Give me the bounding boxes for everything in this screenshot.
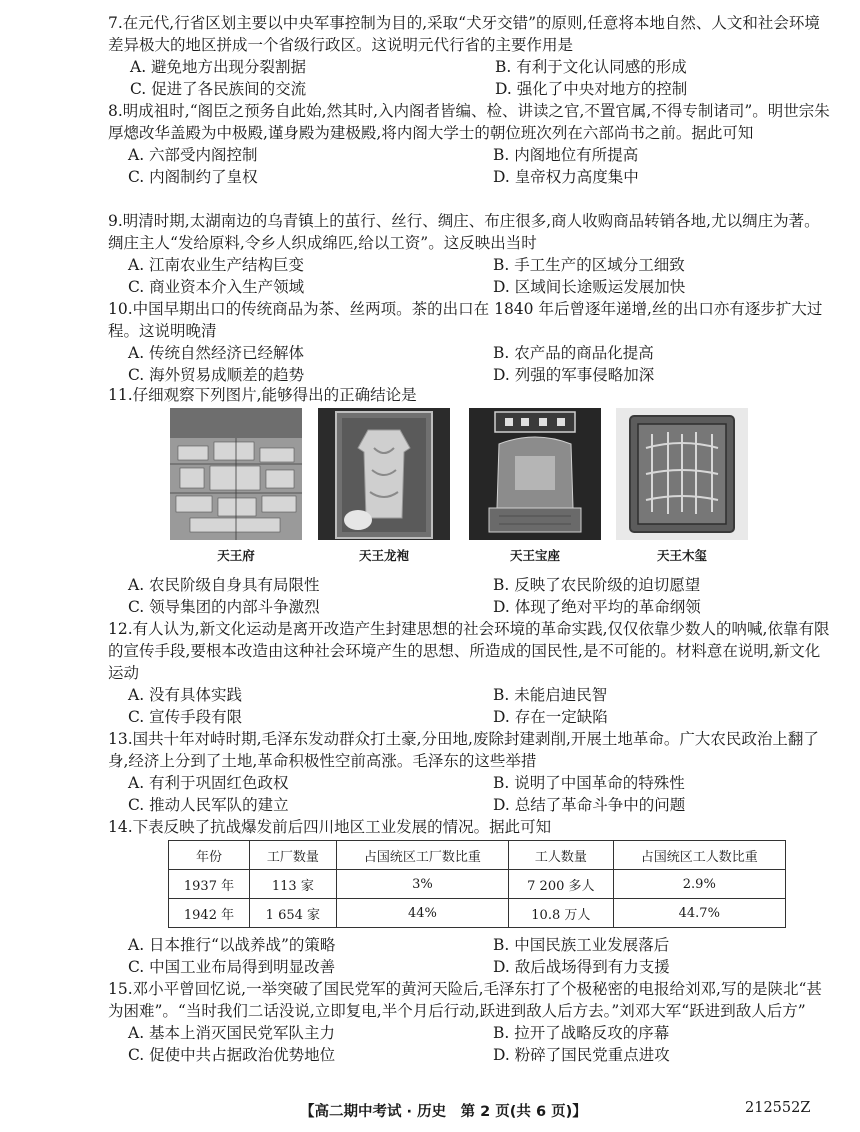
- question-text: 下表反映了抗战爆发前后四川地区工业发展的情况。据此可知: [132, 818, 552, 836]
- option-d: D. 总结了革命斗争中的问题: [493, 796, 686, 814]
- table-cell: 44%: [336, 899, 508, 928]
- question-text: 明清时期,太湖南边的乌青镇上的茧行、丝行、绸庄、布庄很多,商人收购商品转销各地,尤以绸庄为著。绸庄主人“发给原料,令乡人织成绵匹,给以工资”。这反映出当时: [108, 212, 820, 252]
- option-c: C. 中国工业布局得到明显改善: [128, 958, 336, 976]
- picture-muxi: [616, 408, 748, 566]
- question-7: [110, 12, 834, 100]
- option-b: B. 反映了农民阶级的迫切愿望: [493, 576, 701, 594]
- option-b: B. 农产品的商品化提高: [493, 344, 654, 362]
- table-header: 占国统区工厂数比重: [336, 841, 508, 870]
- table-header: 年份: [169, 841, 250, 870]
- table-cell: 1942 年: [169, 899, 250, 928]
- question-13: [108, 728, 832, 816]
- wooden-seal-image: [616, 408, 748, 540]
- question-number: 9.: [108, 212, 123, 230]
- option-d: D. 存在一定缺陷: [493, 708, 608, 726]
- picture-caption: 天王龙袍: [358, 548, 409, 563]
- option-c: C. 领导集团的内部斗争激烈: [128, 598, 320, 616]
- question-text: 明成祖时,“阁臣之预务自此始,然其时,入内阁者皆编、检、讲读之官,不置官属,不得专制诸司”。明世宗朱厚熜改华盖殿为中极殿,谨身殿为建极殿,将内阁大学士的朝位班次列在六部尚书之前。据此可知: [108, 102, 830, 142]
- throne-image: [469, 408, 601, 540]
- palace-model-image: [170, 408, 302, 540]
- question-number: 10.: [108, 300, 133, 318]
- table-header-row: [169, 841, 786, 870]
- option-c: C. 内阁制约了皇权: [128, 168, 258, 186]
- option-a: A. 江南农业生产结构巨变: [128, 256, 305, 274]
- option-a: A. 农民阶级自身具有局限性: [128, 576, 320, 594]
- options: [108, 772, 832, 816]
- question-10: [108, 298, 832, 386]
- question-number: 7.: [108, 14, 123, 32]
- table-cell: 3%: [336, 870, 508, 899]
- question-stem: [108, 384, 832, 406]
- option-b: B. 拉开了战略反攻的序幕: [493, 1024, 670, 1042]
- option-a: A. 六部受内阁控制: [128, 146, 258, 164]
- table-row: [169, 899, 786, 928]
- option-a: A. 传统自然经济已经解体: [128, 344, 305, 362]
- table-header: 占国统区工人数比重: [613, 841, 785, 870]
- question-stem: [108, 618, 832, 684]
- question-11: [108, 384, 832, 406]
- table-cell: 1937 年: [169, 870, 250, 899]
- question-9: [108, 210, 832, 298]
- question-text: 仔细观察下列图片,能够得出的正确结论是: [132, 386, 417, 404]
- table-row: [169, 870, 786, 899]
- option-a: A. 没有具体实践: [128, 686, 243, 704]
- question-12: [108, 618, 832, 728]
- question-14-options: [108, 934, 832, 978]
- option-b: B. 中国民族工业发展落后: [493, 936, 670, 954]
- question-stem: [108, 978, 832, 1022]
- question-text: 中国早期出口的传统商品为茶、丝两项。茶的出口在 1840 年后曾逐年递增,丝的出口亦有逐步扩大过程。这说明晚清: [108, 300, 823, 340]
- options: [108, 934, 832, 978]
- question-8: [108, 100, 832, 188]
- question-number: 14.: [108, 818, 133, 836]
- option-a: A. 避免地方出现分裂割据: [130, 58, 307, 76]
- question-15: [108, 978, 832, 1066]
- question-number: 13.: [108, 730, 133, 748]
- table-header: 工厂数量: [250, 841, 337, 870]
- options: [108, 254, 832, 298]
- picture-row: [170, 408, 755, 566]
- option-b: B. 未能启迪民智: [493, 686, 608, 704]
- footer-code: 212552Z: [745, 1100, 811, 1116]
- option-d: D. 皇帝权力高度集中: [493, 168, 639, 186]
- picture-caption: 天王府: [217, 548, 255, 563]
- picture-baozuo: [469, 408, 601, 566]
- option-d: D. 敌后战场得到有力支援: [493, 958, 670, 976]
- question-stem: [108, 12, 834, 56]
- options: [108, 144, 832, 188]
- question-stem: [108, 100, 832, 144]
- table-cell: 2.9%: [613, 870, 785, 899]
- question-stem: [108, 728, 832, 772]
- option-c: C. 海外贸易成顺差的趋势: [128, 366, 305, 384]
- options: [108, 684, 832, 728]
- industry-table: [168, 840, 786, 928]
- question-stem: [108, 816, 832, 838]
- question-11-options: [108, 574, 832, 618]
- option-c: C. 商业资本介入生产领域: [128, 278, 305, 296]
- options: [108, 1022, 832, 1066]
- dragon-robe-image: [318, 408, 450, 540]
- option-a: A. 日本推行“以战养战”的策略: [128, 936, 336, 954]
- option-b: B. 说明了中国革命的特殊性: [493, 774, 685, 792]
- options: [110, 56, 834, 100]
- option-b: B. 有利于文化认同感的形成: [495, 58, 687, 76]
- picture-caption: 天王木玺: [656, 548, 707, 563]
- option-d: D. 体现了绝对平均的革命纲领: [493, 598, 701, 616]
- option-d: D. 强化了中央对地方的控制: [495, 80, 688, 98]
- options: [108, 342, 832, 386]
- table-header: 工人数量: [509, 841, 613, 870]
- question-stem: [108, 298, 832, 342]
- option-c: C. 宣传手段有限: [128, 708, 243, 726]
- option-c: C. 推动人民军队的建立: [128, 796, 289, 814]
- option-d: D. 区域间长途贩运发展加快: [493, 278, 686, 296]
- table-cell: 44.7%: [613, 899, 785, 928]
- question-text: 有人认为,新文化运动是离开改造产生封建思想的社会环境的革命实践,仅仅依靠少数人的呐喊,依靠有限的宣传手段,要根本改造由这种社会环境产生的思想、所造成的国民性,是不可能的。材料意在说明,新文化运动: [108, 620, 830, 682]
- question-text: 国共十年对峙时期,毛泽东发动群众打土豪,分田地,废除封建剥削,开展土地革命。广大农民政治上翻了身,经济上分到了土地,革命积极性空前高涨。毛泽东的这些举措: [108, 730, 819, 770]
- option-d: D. 粉碎了国民党重点进攻: [493, 1046, 670, 1064]
- question-14: [108, 816, 832, 838]
- picture-tianwangfu: [170, 408, 302, 566]
- option-c: C. 促使中共占据政治优势地位: [128, 1046, 336, 1064]
- option-c: C. 促进了各民族间的交流: [130, 80, 307, 98]
- picture-caption: 天王宝座: [509, 548, 560, 563]
- question-text: 邓小平曾回忆说,一举突破了国民党军的黄河天险后,毛泽东打了个极秘密的电报给刘邓,写的是陕北“甚为困难”。“当时我们二话没说,立即复电,半个月后行动,跃进到敌人后方去。”刘邓大军“跃进到敌人后方”: [108, 980, 822, 1020]
- question-stem: [108, 210, 832, 254]
- option-b: B. 内阁地位有所提高: [493, 146, 639, 164]
- option-a: A. 有利于巩固红色政权: [128, 774, 289, 792]
- question-number: 8.: [108, 102, 123, 120]
- table-cell: 7 200 多人: [509, 870, 613, 899]
- question-number: 12.: [108, 620, 133, 638]
- question-number: 15.: [108, 980, 133, 998]
- question-text: 在元代,行省区划主要以中央军事控制为目的,采取“犬牙交错”的原则,任意将本地自然、人文和社会环境差异极大的地区拼成一个省级行政区。这说明元代行省的主要作用是: [108, 14, 820, 54]
- table-cell: 1 654 家: [250, 899, 337, 928]
- options: [108, 574, 832, 618]
- picture-longpao: [318, 408, 450, 566]
- footer-page-info: 【高二期中考试 · 历史 第 2 页(共 6 页)】: [300, 1104, 587, 1120]
- option-b: B. 手工生产的区域分工细致: [493, 256, 685, 274]
- option-d: D. 列强的军事侵略加深: [493, 366, 655, 384]
- table-cell: 10.8 万人: [509, 899, 613, 928]
- table-cell: 113 家: [250, 870, 337, 899]
- question-number: 11.: [108, 386, 133, 404]
- option-a: A. 基本上消灭国民党军队主力: [128, 1024, 336, 1042]
